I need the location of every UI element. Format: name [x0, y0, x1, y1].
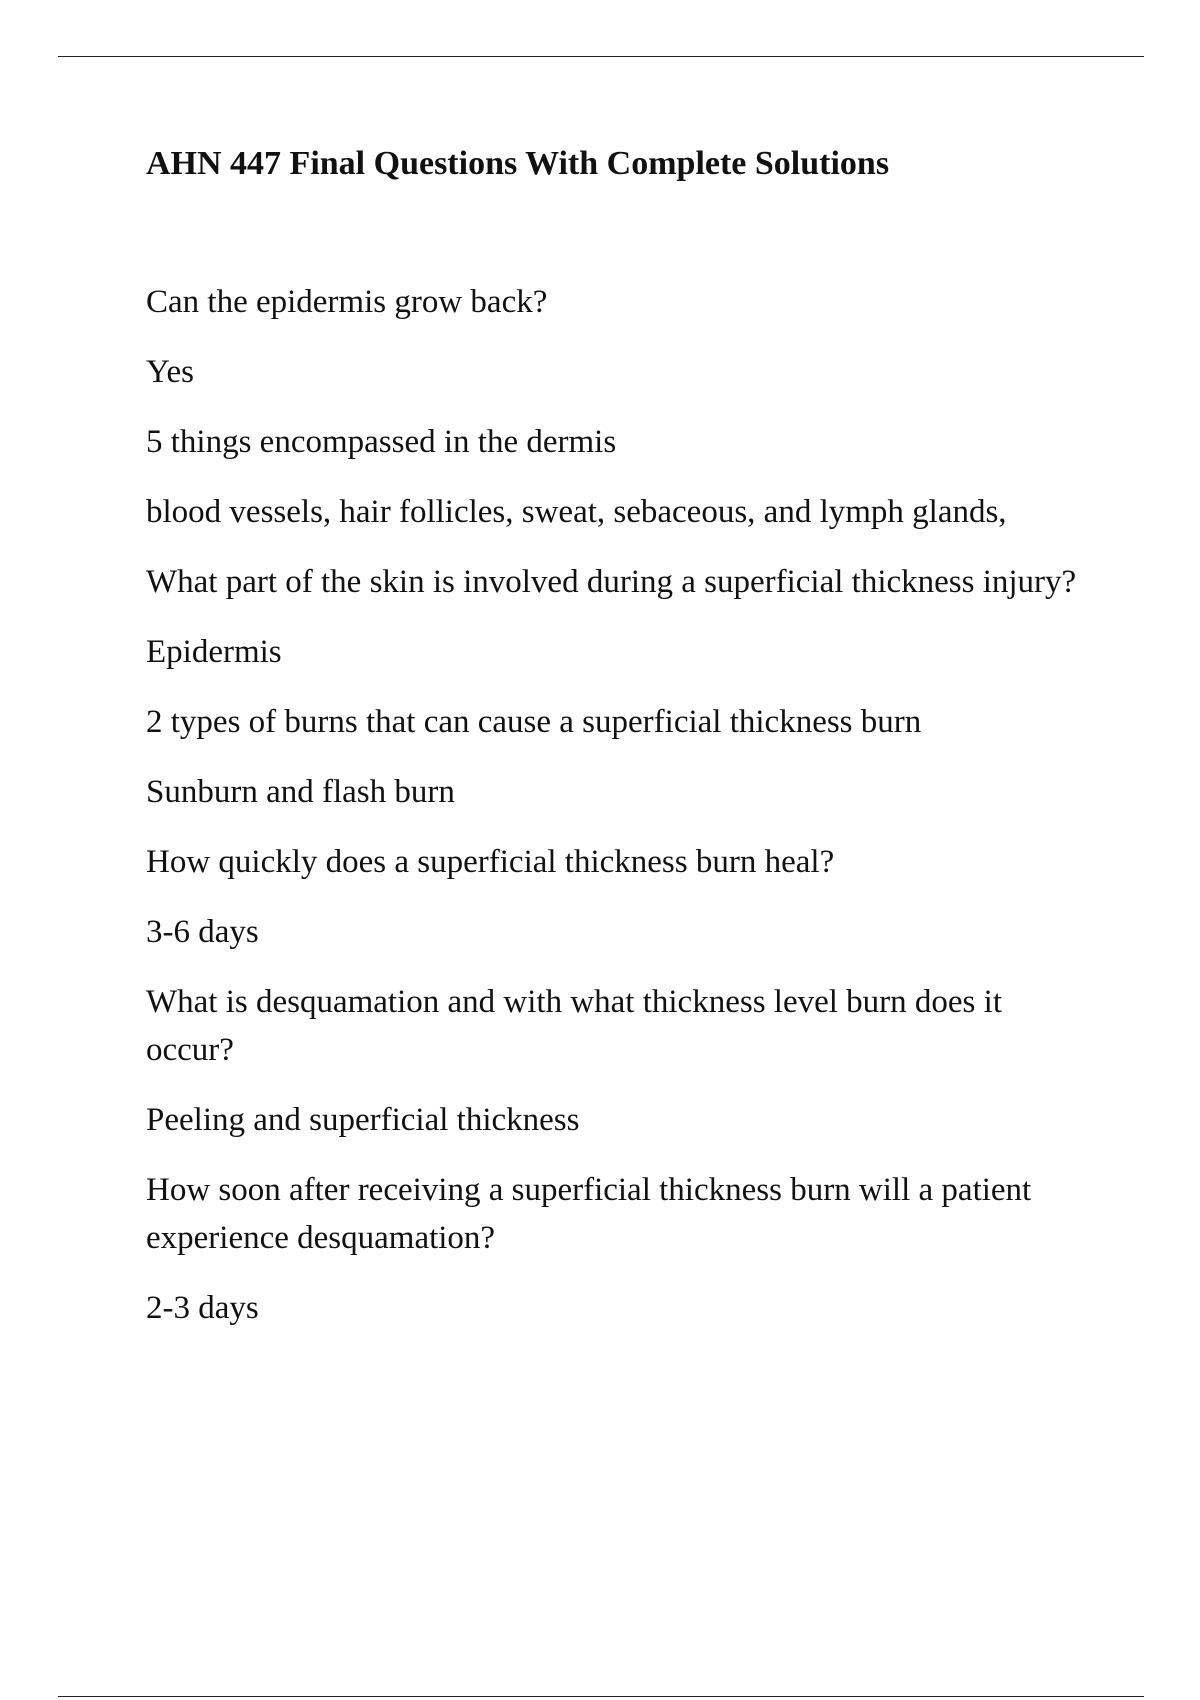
question-2: 5 things encompassed in the dermis	[146, 424, 617, 460]
question-5: How quickly does a superficial thickness burn heal?	[146, 844, 835, 880]
question-1: Can the epidermis grow back?	[146, 284, 548, 320]
answer-6: Peeling and superficial thickness	[146, 1102, 580, 1138]
page-title: AHN 447 Final Questions With Complete Solutions	[146, 145, 890, 182]
question-3: What part of the skin is involved during a superficial thickness injury?	[146, 564, 1077, 600]
qa-list	[146, 278, 1096, 1354]
question-6: What is desquamation and with what thickness level burn does it occur?	[146, 984, 1002, 1068]
answer-3: Epidermis	[146, 634, 282, 670]
answer-5: 3-6 days	[146, 914, 259, 950]
question-7: How soon after receiving a superficial thickness burn will a patient experience desquamation?	[146, 1172, 1032, 1256]
bottom-divider	[58, 1696, 1144, 1697]
answer-4: Sunburn and flash burn	[146, 774, 455, 810]
answer-1: Yes	[146, 354, 195, 390]
answer-7: 2-3 days	[146, 1290, 259, 1326]
question-4: 2 types of burns that can cause a superficial thickness burn	[146, 704, 922, 740]
top-divider	[58, 56, 1144, 57]
answer-2: blood vessels, hair follicles, sweat, sebaceous, and lymph glands,	[146, 494, 1007, 530]
